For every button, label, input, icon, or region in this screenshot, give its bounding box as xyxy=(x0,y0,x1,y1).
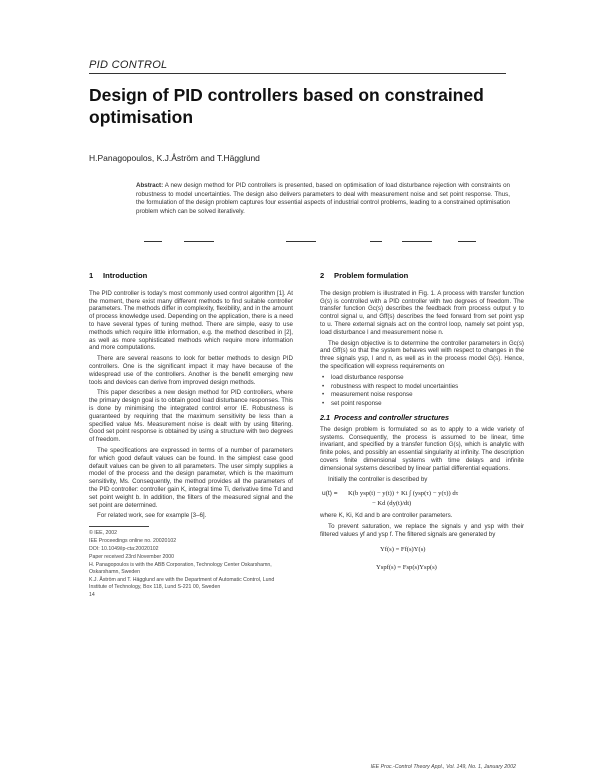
authors: H.Panagopoulos, K.J.Åström and T.Hägglund xyxy=(89,153,260,163)
list-item: • load disturbance response xyxy=(322,374,524,382)
subsection-number: 2.1 xyxy=(320,412,330,422)
section-title: Introduction xyxy=(103,271,148,280)
separator-dash xyxy=(144,241,162,242)
list-item: • robustness with respect to model uncertainties xyxy=(322,383,524,391)
paragraph: Initially the controller is described by xyxy=(328,475,428,483)
journal-footer: IEE Proc.-Control Theory Appl., Vol. 149, No. 1, January 2002 xyxy=(370,764,516,770)
section-label: PID CONTROL xyxy=(89,59,168,71)
footnote: IEE Proceedings online no. 20020102 xyxy=(89,538,177,545)
paragraph: The design problem is formulated so as to apply to a wide variety of systems. Consequently, the process is assumed to be linear, time invariant, and specified by a transfer function G(s), which is analytic with finite poles, and possibly an essential singularity at infinity. The description covers finite dimensional systems with time delays and infinite dimensional systems described by linear partial differential equations. xyxy=(320,425,524,472)
footnote: Paper received 23rd November 2000 xyxy=(89,554,175,561)
list-item: • measurement noise response xyxy=(322,391,524,399)
equation-filter-output xyxy=(320,542,524,558)
paragraph: This paper describes a new design method for PID controllers, where the primary design goal is to obtain good load disturbance responses. This is done by minimising the integrated control error IE. Robustness is guaranteed by requiring that the maximum sensitivity be less than a specified value Ms. Measurement noise is dealt with by using filtering. Good set point response is obtained by using a structure with two degrees of freedom. xyxy=(89,389,293,444)
equation-label: u(t) = xyxy=(322,490,338,498)
separator-dash xyxy=(402,241,432,242)
footnote: DOI: 10.1049/ip-cta:20020102 xyxy=(89,546,159,553)
section-number: 1 xyxy=(89,271,94,280)
separator-dash xyxy=(286,241,316,242)
footnote-rule xyxy=(89,526,149,527)
paragraph: The design objective is to determine the controller parameters in Gc(s) and Gff(s) so that the system behaves well with respect to changes in the three signals ysp, l and n, as well as in the process model G(s). Hence, the specification will express requirements on xyxy=(320,339,524,370)
section-title: Problem formulation xyxy=(334,271,409,280)
requirements-list xyxy=(320,374,524,408)
section-number: 2 xyxy=(320,271,325,280)
equation-body-line2: − Kd (dy(t)/dt) xyxy=(372,500,412,508)
equation-body: Yf(s) = Ff(s)Y(s) xyxy=(380,545,426,553)
subsection-heading xyxy=(320,414,524,422)
abstract-text: A new design method for PID controllers is presented, based on optimisation of load disturbance rejection with constraints on robustness to model uncertainties. The design also delivers parameters to deal with measurement noise and set point response. Thus, the formulation of the design problem captures four essential aspects of industrial control problems, leading to a constrained optimisation problem which can be solved iteratively. xyxy=(136,182,510,216)
equation-body: Yspf(s) = Fsp(s)Ysp(s) xyxy=(376,563,437,571)
equation-controller xyxy=(320,486,524,510)
footnote: © IEE, 2002 xyxy=(89,530,118,537)
section-heading-introduction xyxy=(89,272,293,280)
equation-body: K(b ysp(t) − y(t)) + Ki ∫ (ysp(τ) − y(τ)) dτ xyxy=(348,490,459,498)
separator-dash xyxy=(184,241,214,242)
paragraph: To prevent saturation, we replace the signals y and ysp with their filtered values yf and ysp f. The filtered signals are generated by xyxy=(320,523,524,538)
abstract xyxy=(136,182,510,217)
paragraph: There are several reasons to look for better methods to design PID controllers. One is the significant impact it may have because of the widespread use of the controllers. Another is the benefit emerging new tools and devices can derive from improved design methods. xyxy=(89,355,293,386)
footnote: K.J. Åström and T. Hägglund are with the Department of Automatic Control, Lund Institute of Technology, Box 118, Lund S-221 00, Sweden xyxy=(89,577,275,591)
paragraph: The design problem is illustrated in Fig. 1. A process with transfer function G(s) is controlled with a PID controller with two degrees of freedom. The transfer function Gc(s) describes the feedback from process output y to control signal u, and Gff(s) describes the feed forward from set point ysp to u. There external signals act on the control loop, namely set point ysp, load disturbance l and measurement noise n. xyxy=(320,289,524,336)
equation-filter-setpoint xyxy=(320,560,524,576)
abstract-label: Abstract: xyxy=(136,182,164,189)
paragraph: For related work, see for example [3–6]. xyxy=(97,512,207,520)
section-heading-problem-formulation xyxy=(320,272,524,280)
paragraph: The PID controller is today's most commonly used control algorithm [1]. At the moment, there exist many different methods to find suitable controller parameters. The methods differ in complexity, flexibility, and in the amount of process knowledge used. Depending on the application, there is a need to have several types of tuning method. There are simple, easy to use methods which require little information, e.g. the method described in [2], as well as more sophisticated methods which require more information and more computations. xyxy=(89,289,293,352)
right-column xyxy=(320,272,524,578)
paper-title: Design of PID controllers based on constrained optimisation xyxy=(89,85,484,127)
separator-dash xyxy=(370,241,382,242)
list-item: • set point response xyxy=(322,400,524,408)
paragraph: where K, Ki, Kd and b are controller parameters. xyxy=(320,512,453,520)
paragraph: The specifications are expressed in terms of a number of parameters for which good default values can be found. In the simplest case good default values can be given to all parameters. The user simply supplies a model of the process and the design parameter, which is the maximum sensitivity, Ms. Consequently, the method provides all the parameters of the PID controller: controller gain K, integral time Ti, derivative time Td and set point weight b. In addition, the filters of the measured signal and the set point are determined. xyxy=(89,446,293,509)
page-number: 14 xyxy=(89,592,95,599)
header-rule xyxy=(89,73,506,74)
subsection-title: Process and controller structures xyxy=(334,412,450,422)
left-column xyxy=(89,272,293,600)
footnotes xyxy=(89,530,293,599)
footnote: H. Panagopoulos is with the ABB Corporation, Technology Center Oskarshamn, Oskarshamn, Sweden xyxy=(89,562,272,576)
separator-dash xyxy=(458,241,476,242)
